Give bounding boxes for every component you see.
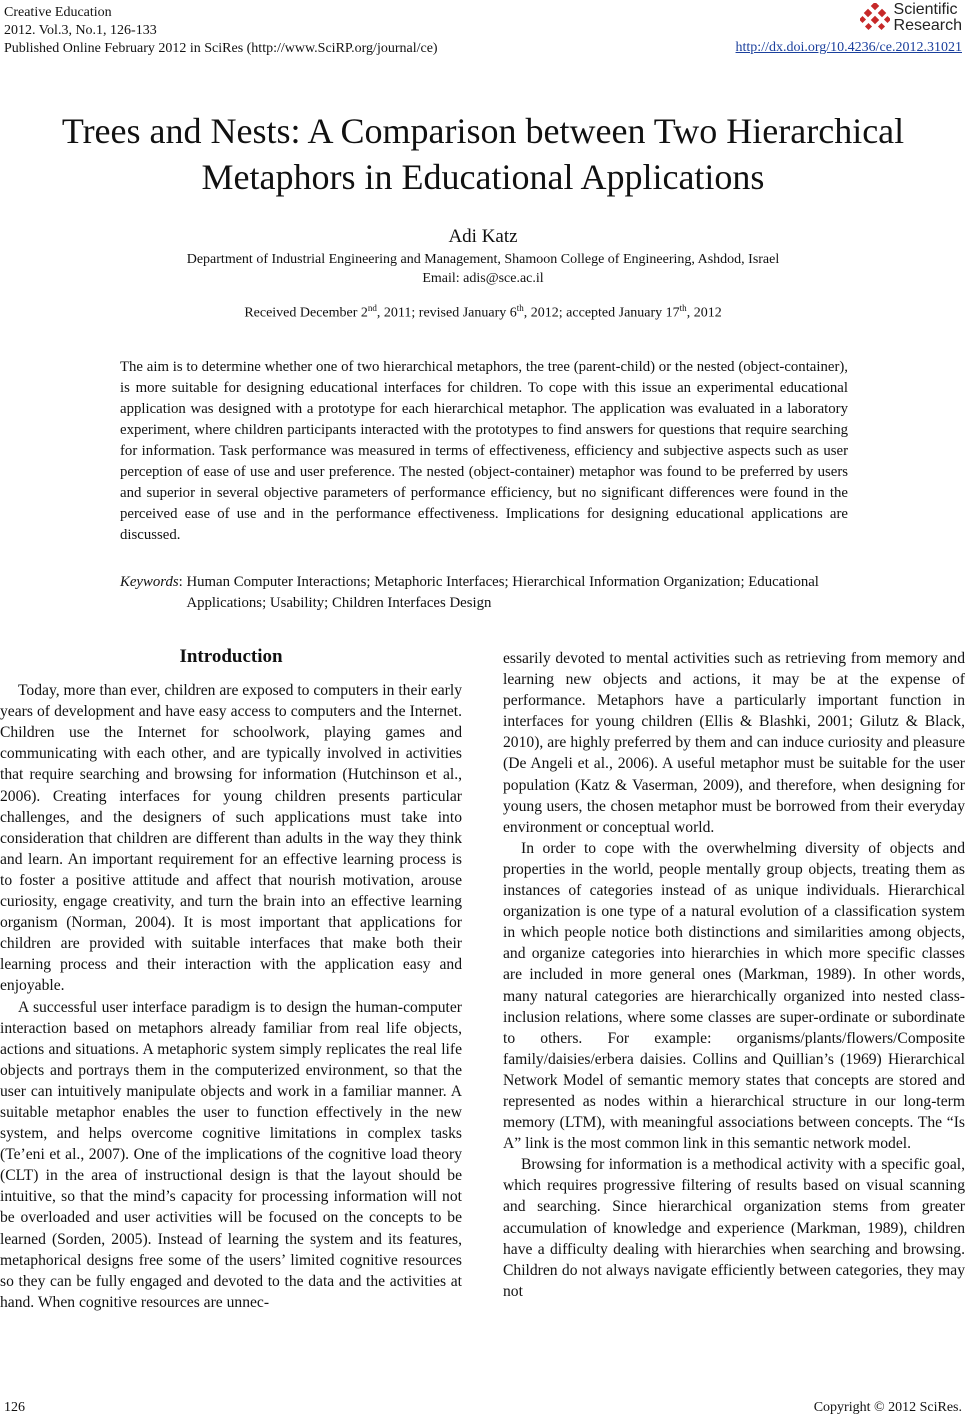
paragraph: Today, more than ever, children are exposed to computers in their early years of development and have easy access to computers and the Internet. Children use the Internet for schoolwork, playing games and communicating with each other, and are typically involved in activities that require searching and browsing for information (Hutchinson et al., 2006). Creating interfaces for young children presents particular challenges, and the designers of such applications must take into consideration that children are different than adults in the way they think and learn. An important requirement for an effective learning process is to foster a positive attitude and affect that nourish motivation, arouse curiosity, engage creativity, and turn the brain into an effective learning organism (Norman, 2004). It is most important that applications for children are provided with suitable interfaces that make both their learning process and their interaction with the application easy and enjoyable. — [0, 682, 462, 995]
received-text-2: , 2011; revised January 6 — [376, 305, 517, 321]
paragraph: In order to cope with the overwhelming diversity of objects and properties in the world, people mentally group objects, treating them as instances of categories instead of as unique individuals. Hierarchical organization is one type of a natural evolution of a classification system in which people notice both distinctions and similarities among objects, and organize categories into hierarchies in which more specific classes are included in more general ones (Markman, 1989). In other words, many natural categories are hierarchically organized into nested class-inclusion relations, where some classes are super-ordinate or subordinate to others. For example: organisms/plants/flowers/Composite family/daisies/erbera daisies. Collins and Quillian’s (1969) Hierarchical Network Model of semantic memory states that concepts are stored and represented as nodes within a hierarchical structure in our long-term memory (LTM), with meaningful associations between concepts. The “Is A” link is the most common link in this semantic network model. — [503, 839, 965, 1153]
author-affiliation: Department of Industrial Engineering and Management, Shamoon College of Engineering, Ashdod, Israel — [186, 252, 780, 267]
received-text-1: Received December 2 — [244, 305, 368, 321]
keywords-block — [120, 572, 848, 614]
journal-header — [4, 4, 438, 58]
author-name: Adi Katz — [448, 226, 518, 247]
logo-text-scientific: Scientific — [893, 1, 958, 18]
author-email: Email: adis@sce.ac.il — [422, 271, 544, 286]
paragraph: Browsing for information is a methodical activity with a specific goal, which requires progressive filtering of results based on visual scanning and searching. Since hierarchical organization stems from greater accumulation of knowledge and experience (Markman, 1989), children have a difficulty dealing with hierarchies when searching and browsing. Children do not always navigate efficiently between categories, they may not — [503, 1156, 965, 1300]
body-right-column — [503, 648, 965, 1302]
keywords-label: Keywords — [120, 574, 179, 590]
abstract: The aim is to determine whether one of two hierarchical metaphors, the tree (parent-child) or the nested (object-container), is more suitable for designing educational interfaces for children. To cope with this issue an experimental educational application was designed with a prototype for each hierarchical metaphor. The application was evaluated in a laboratory experiment, where children participants interacted with the prototypes to find answers for questions that require searching for information. Task performance was measured in terms of effectiveness, efficiency and subjective aspects such as user perception of ease of use and user preference. The nested (object-container) metaphor was found to be preferred by users and superior in several objective parameters of performance efficiency, but no significant differences were found in the perceived ease of use and in the performance effectiveness. Implications for designing educational applications are discussed. — [120, 359, 848, 543]
copyright: Copyright © 2012 SciRes. — [813, 1400, 962, 1415]
received-sup-3: th — [679, 303, 687, 313]
logo-text-research: Research — [893, 17, 962, 34]
journal-volume: 2012. Vol.3, No.1, 126-133 — [4, 23, 157, 38]
received-sup-2: th — [516, 303, 524, 313]
paragraph: essarily devoted to mental activities such as retrieving from memory and learning new objects and actions, it may be at the expense of performance. Metaphors have a particularly important function in interfaces for young children (Ellis & Blashki, 2001; Gilutz & Black, 2010), are highly preferred by them and can induce curiosity and pleasure (De Angeli et al., 2006). A useful metaphor must be suitable for the user population (Katz & Vaserman, 2009), and therefore, when designing for young users, the chosen metaphor must be borrowed from their everyday environment or conceptual world. — [503, 650, 965, 836]
paper-title-line1: Trees and Nests: A Comparison between Two Hierarchical — [61, 111, 905, 151]
page-number: 126 — [4, 1400, 25, 1415]
section-title-introduction: Introduction — [179, 646, 283, 667]
paper-title-line2: Metaphors in Educational Applications — [201, 157, 765, 197]
received-sup-1: nd — [367, 303, 377, 313]
paper-title — [0, 108, 966, 200]
keywords-colon: : — [178, 574, 187, 590]
journal-published: Published Online February 2012 in SciRes (http://www.SciRP.org/journal/ce) — [4, 41, 438, 56]
scirp-logo — [860, 0, 962, 36]
received-text-4: , 2012 — [686, 305, 722, 321]
body-left-column — [0, 646, 462, 1313]
author-affiliation-block — [0, 250, 966, 288]
received-dates — [0, 303, 966, 322]
keywords-text: Human Computer Interactions; Metaphoric Interfaces; Hierarchical Information Organization; Educational Applications; Usability; Children Interfaces Design — [186, 574, 819, 611]
paragraph: A successful user interface paradigm is to design the human-computer interaction based on metaphors already familiar from real life objects, actions and situations. A metaphoric system simply replicates the real life objects and portrays them in the computerized environment, so that the user can intuitively manipulate objects and work in a familiar manner. A suitable metaphor enables the user to function effectively in the new system, and helps overcome cognitive limitations in complex tasks (Te’eni et al., 2007). One of the implications of the cognitive load theory (CLT) in the area of instructional design is that the layout should be intuitive, so that the mind’s capacity for processing information will not be overloaded and user activities will be focused on the concepts to be learned (Sorden, 2005). Instead of learning the system and its features, metaphorical designs free some of the users’ limited cognitive resources so they can be fully engaged and devoted to the data and the activities at hand. When cognitive resources are unnec- — [0, 998, 462, 1311]
doi-link[interactable]: http://dx.doi.org/10.4236/ce.2012.31021 — [735, 40, 962, 55]
journal-name: Creative Education — [4, 5, 112, 20]
scirp-logo-icon — [860, 3, 890, 33]
received-text-3: , 2012; accepted January 17 — [523, 305, 680, 321]
